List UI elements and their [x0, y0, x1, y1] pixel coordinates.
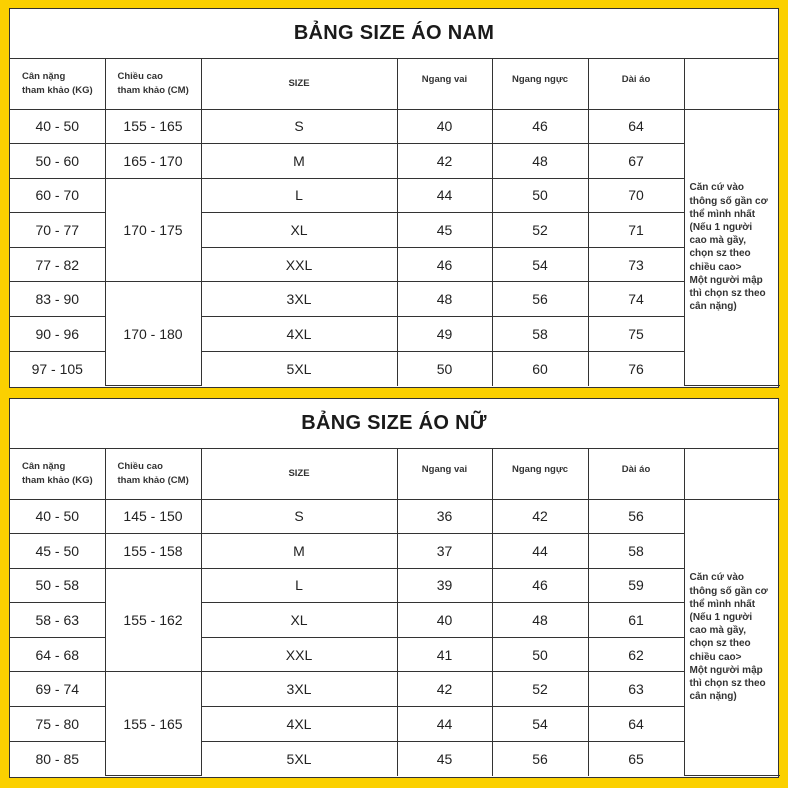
length-cell: 56 [588, 499, 684, 534]
shoulder-cell: 41 [397, 637, 492, 672]
shoulder-cell: 44 [397, 178, 492, 213]
weight-cell: 40 - 50 [10, 109, 105, 144]
chest-header: Ngang ngực [492, 449, 588, 499]
chest-cell: 50 [492, 178, 588, 213]
weight-cell: 77 - 82 [10, 247, 105, 282]
size-cell: 4XL [201, 707, 397, 742]
shoulder-cell: 40 [397, 603, 492, 638]
length-cell: 76 [588, 351, 684, 386]
weight-cell: 64 - 68 [10, 637, 105, 672]
size-cell: XL [201, 213, 397, 248]
height-cell: 170 - 175 [105, 178, 201, 282]
height-header: Chiều cao tham khảo (CM) [105, 59, 201, 109]
chest-cell: 44 [492, 534, 588, 569]
height-cell: 155 - 165 [105, 672, 201, 776]
weight-cell: 69 - 74 [10, 672, 105, 707]
size-cell: M [201, 534, 397, 569]
length-cell: 71 [588, 213, 684, 248]
size-cell: XXL [201, 637, 397, 672]
chest-cell: 42 [492, 499, 588, 534]
table-row [10, 144, 780, 179]
table-row [10, 178, 780, 213]
shoulder-cell: 42 [397, 672, 492, 707]
weight-header: Cân nặng tham khảo (KG) [10, 59, 105, 109]
table-row [10, 109, 780, 144]
shoulder-cell: 44 [397, 707, 492, 742]
height-header: Chiều cao tham khảo (CM) [105, 449, 201, 499]
table-row [10, 568, 780, 603]
women-size-title: BẢNG SIZE ÁO NỮ [10, 399, 778, 449]
chest-cell: 52 [492, 672, 588, 707]
weight-header: Cân nặng tham khảo (KG) [10, 449, 105, 499]
size-cell: S [201, 109, 397, 144]
length-cell: 62 [588, 637, 684, 672]
size-note: Căn cứ vào thông số gần cơ thể mình nhất (Nếu 1 người cao mà gầy, chọn sz theo chiều cao> Một người mập thì chọn sz theo cân nặng) [684, 109, 780, 386]
size-cell: 5XL [201, 741, 397, 776]
shoulder-header: Ngang vai [397, 449, 492, 499]
shoulder-cell: 45 [397, 741, 492, 776]
height-cell: 155 - 158 [105, 534, 201, 569]
length-cell: 64 [588, 707, 684, 742]
note-header [684, 449, 780, 499]
men-size-panel [9, 8, 779, 388]
chest-cell: 46 [492, 109, 588, 144]
weight-cell: 70 - 77 [10, 213, 105, 248]
shoulder-cell: 39 [397, 568, 492, 603]
shoulder-cell: 40 [397, 109, 492, 144]
chest-cell: 50 [492, 637, 588, 672]
chest-header: Ngang ngực [492, 59, 588, 109]
chest-cell: 54 [492, 707, 588, 742]
chest-cell: 54 [492, 247, 588, 282]
shoulder-cell: 42 [397, 144, 492, 179]
length-cell: 73 [588, 247, 684, 282]
length-cell: 74 [588, 282, 684, 317]
header-row [10, 449, 780, 499]
height-cell: 145 - 150 [105, 499, 201, 534]
height-cell: 155 - 165 [105, 109, 201, 144]
height-cell: 165 - 170 [105, 144, 201, 179]
shoulder-header: Ngang vai [397, 59, 492, 109]
size-cell: L [201, 568, 397, 603]
size-cell: 4XL [201, 317, 397, 352]
weight-cell: 97 - 105 [10, 351, 105, 386]
length-cell: 65 [588, 741, 684, 776]
table-row [10, 672, 780, 707]
size-cell: M [201, 144, 397, 179]
length-header: Dài áo [588, 59, 684, 109]
chest-cell: 56 [492, 282, 588, 317]
size-header: SIZE [201, 449, 397, 499]
table-row [10, 499, 780, 534]
length-cell: 67 [588, 144, 684, 179]
size-cell: XXL [201, 247, 397, 282]
length-cell: 59 [588, 568, 684, 603]
weight-cell: 50 - 60 [10, 144, 105, 179]
shoulder-cell: 49 [397, 317, 492, 352]
size-note: Căn cứ vào thông số gần cơ thể mình nhất (Nếu 1 người cao mà gầy, chọn sz theo chiều cao> Một người mập thì chọn sz theo cân nặng) [684, 499, 780, 776]
weight-cell: 90 - 96 [10, 317, 105, 352]
height-cell: 155 - 162 [105, 568, 201, 672]
weight-cell: 58 - 63 [10, 603, 105, 638]
length-cell: 58 [588, 534, 684, 569]
size-cell: L [201, 178, 397, 213]
size-cell: 5XL [201, 351, 397, 386]
length-cell: 75 [588, 317, 684, 352]
shoulder-cell: 48 [397, 282, 492, 317]
header-row [10, 59, 780, 109]
size-cell: S [201, 499, 397, 534]
length-cell: 63 [588, 672, 684, 707]
men-size-title: BẢNG SIZE ÁO NAM [10, 9, 778, 59]
weight-cell: 80 - 85 [10, 741, 105, 776]
size-cell: XL [201, 603, 397, 638]
weight-cell: 50 - 58 [10, 568, 105, 603]
weight-cell: 45 - 50 [10, 534, 105, 569]
shoulder-cell: 36 [397, 499, 492, 534]
shoulder-cell: 50 [397, 351, 492, 386]
table-row [10, 534, 780, 569]
height-cell: 170 - 180 [105, 282, 201, 386]
men-size-table [10, 59, 780, 386]
length-header: Dài áo [588, 449, 684, 499]
weight-cell: 60 - 70 [10, 178, 105, 213]
weight-cell: 83 - 90 [10, 282, 105, 317]
size-cell: 3XL [201, 672, 397, 707]
length-cell: 61 [588, 603, 684, 638]
size-cell: 3XL [201, 282, 397, 317]
chest-cell: 48 [492, 144, 588, 179]
chest-cell: 46 [492, 568, 588, 603]
shoulder-cell: 37 [397, 534, 492, 569]
length-cell: 70 [588, 178, 684, 213]
chest-cell: 52 [492, 213, 588, 248]
note-header [684, 59, 780, 109]
chest-cell: 60 [492, 351, 588, 386]
shoulder-cell: 46 [397, 247, 492, 282]
length-cell: 64 [588, 109, 684, 144]
size-header: SIZE [201, 59, 397, 109]
chest-cell: 56 [492, 741, 588, 776]
weight-cell: 40 - 50 [10, 499, 105, 534]
women-size-panel [9, 398, 779, 778]
women-size-table [10, 449, 780, 776]
table-row [10, 282, 780, 317]
chest-cell: 58 [492, 317, 588, 352]
shoulder-cell: 45 [397, 213, 492, 248]
weight-cell: 75 - 80 [10, 707, 105, 742]
chest-cell: 48 [492, 603, 588, 638]
